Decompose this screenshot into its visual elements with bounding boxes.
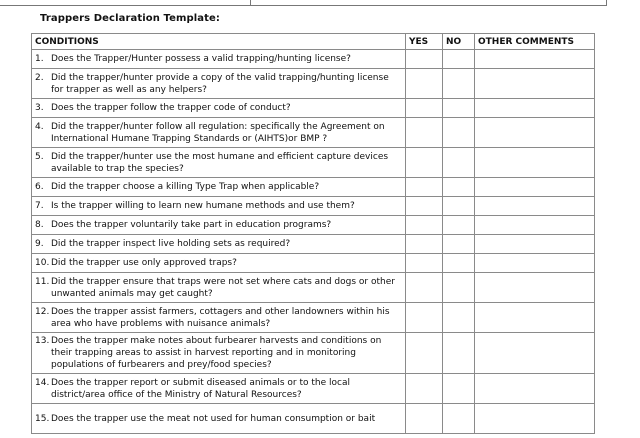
table-row [32, 69, 595, 99]
condition-text: Did the trapper/hunter use the most humane and efficient capture devices available to trap the species? [51, 151, 389, 174]
comments-cell[interactable] [475, 333, 595, 374]
condition-text: Does the Trapper/Hunter possess a valid trapping/hunting license? [51, 54, 351, 64]
yes-cell[interactable] [406, 148, 443, 178]
comments-cell[interactable] [475, 178, 595, 197]
header-conditions: CONDITIONS [32, 34, 406, 50]
yes-cell[interactable] [406, 69, 443, 99]
no-cell[interactable] [443, 99, 475, 118]
frame-divider [250, 0, 251, 5]
condition-cell [32, 178, 406, 197]
no-cell[interactable] [443, 374, 475, 404]
yes-cell[interactable] [406, 273, 443, 303]
comments-cell[interactable] [475, 197, 595, 216]
table-row [32, 178, 595, 197]
row-number: 11. [35, 276, 50, 287]
yes-cell[interactable] [406, 374, 443, 404]
condition-text: Did the trapper/hunter follow all regulation: specifically the Agreement on International Humane Trapping Standards or (AIHTS)or BMP ? [51, 121, 385, 144]
table-row [32, 148, 595, 178]
row-number: 7. [35, 201, 44, 211]
no-cell[interactable] [443, 178, 475, 197]
table-row [32, 404, 595, 434]
comments-cell[interactable] [475, 99, 595, 118]
document-title: Trappers Declaration Template: [40, 13, 221, 24]
no-cell[interactable] [443, 303, 475, 333]
table-row [32, 197, 595, 216]
no-cell[interactable] [443, 404, 475, 434]
condition-text: Did the trapper inspect live holding sets as required? [51, 239, 291, 249]
header-no: NO [443, 34, 475, 50]
table-row [32, 254, 595, 273]
row-number: 13. [35, 336, 50, 346]
yes-cell[interactable] [406, 333, 443, 374]
condition-text: Does the trapper voluntarily take part in education programs? [51, 220, 332, 230]
row-number: 12. [35, 306, 50, 317]
yes-cell[interactable] [406, 404, 443, 434]
row-number: 3. [35, 103, 44, 113]
condition-text: Does the trapper follow the trapper code of conduct? [51, 103, 291, 113]
condition-text: Did the trapper/hunter provide a copy of the valid trapping/hunting license for trapper as well as any helpers? [51, 72, 389, 95]
yes-cell[interactable] [406, 197, 443, 216]
no-cell[interactable] [443, 216, 475, 235]
no-cell[interactable] [443, 333, 475, 374]
yes-cell[interactable] [406, 50, 443, 69]
condition-text: Did the trapper use only approved traps? [51, 258, 237, 268]
yes-cell[interactable] [406, 178, 443, 197]
declaration-table [31, 33, 595, 434]
no-cell[interactable] [443, 69, 475, 99]
header-other-comments: OTHER COMMENTS [475, 34, 595, 50]
comments-cell[interactable] [475, 404, 595, 434]
comments-cell[interactable] [475, 50, 595, 69]
no-cell[interactable] [443, 50, 475, 69]
comments-cell[interactable] [475, 235, 595, 254]
condition-text: Did the trapper ensure that traps were not set where cats and dogs or other unwanted animals may get caught? [51, 276, 395, 299]
yes-cell[interactable] [406, 254, 443, 273]
no-cell[interactable] [443, 254, 475, 273]
condition-cell [32, 273, 406, 303]
header-yes: YES [406, 34, 443, 50]
row-number: 1. [35, 54, 44, 64]
no-cell[interactable] [443, 197, 475, 216]
condition-text: Does the trapper assist farmers, cottagers and other landowners within his area who have problems with nuisance animals? [51, 306, 390, 329]
condition-text: Does the trapper use the meat not used for human consumption or bait [51, 413, 376, 424]
table-row [32, 118, 595, 148]
condition-cell [32, 197, 406, 216]
table-row [32, 216, 595, 235]
no-cell[interactable] [443, 235, 475, 254]
condition-cell [32, 235, 406, 254]
row-number: 10. [35, 258, 50, 268]
condition-cell [32, 148, 406, 178]
yes-cell[interactable] [406, 235, 443, 254]
row-number: 15. [35, 413, 50, 424]
row-number: 2. [35, 72, 44, 83]
table-row [32, 333, 595, 374]
row-number: 4. [35, 121, 44, 132]
table-row [32, 235, 595, 254]
condition-cell [32, 254, 406, 273]
yes-cell[interactable] [406, 118, 443, 148]
table-row [32, 50, 595, 69]
table-row [32, 99, 595, 118]
yes-cell[interactable] [406, 216, 443, 235]
no-cell[interactable] [443, 273, 475, 303]
condition-cell [32, 303, 406, 333]
row-number: 8. [35, 220, 44, 230]
table-row [32, 273, 595, 303]
condition-text: Does the trapper report or submit diseased animals or to the local district/area office of the Ministry of Natural Resources? [51, 377, 350, 400]
no-cell[interactable] [443, 148, 475, 178]
row-number: 5. [35, 151, 44, 162]
previous-page-frame [0, 0, 607, 6]
condition-cell [32, 99, 406, 118]
no-cell[interactable] [443, 118, 475, 148]
condition-text: Does the trapper make notes about furbearer harvests and conditions on their trapping areas to assist in harvest reporting and in monitoring populations of furbearers and prey/food species? [51, 336, 382, 370]
condition-cell [32, 69, 406, 99]
comments-cell[interactable] [475, 69, 595, 99]
condition-cell [32, 374, 406, 404]
yes-cell[interactable] [406, 99, 443, 118]
condition-cell [32, 333, 406, 374]
condition-text: Did the trapper choose a killing Type Trap when applicable? [51, 182, 320, 192]
yes-cell[interactable] [406, 303, 443, 333]
condition-cell [32, 216, 406, 235]
row-number: 9. [35, 239, 44, 249]
comments-cell[interactable] [475, 273, 595, 303]
comments-cell[interactable] [475, 254, 595, 273]
table-row [32, 303, 595, 333]
row-number: 14. [35, 377, 50, 388]
condition-text: Is the trapper willing to learn new humane methods and use them? [51, 201, 355, 211]
comments-cell[interactable] [475, 303, 595, 333]
table-row [32, 374, 595, 404]
condition-cell [32, 50, 406, 69]
comments-cell[interactable] [475, 216, 595, 235]
row-number: 6. [35, 182, 44, 192]
comments-cell[interactable] [475, 118, 595, 148]
header-row [32, 34, 595, 50]
condition-cell [32, 404, 406, 434]
condition-cell [32, 118, 406, 148]
comments-cell[interactable] [475, 374, 595, 404]
comments-cell[interactable] [475, 148, 595, 178]
